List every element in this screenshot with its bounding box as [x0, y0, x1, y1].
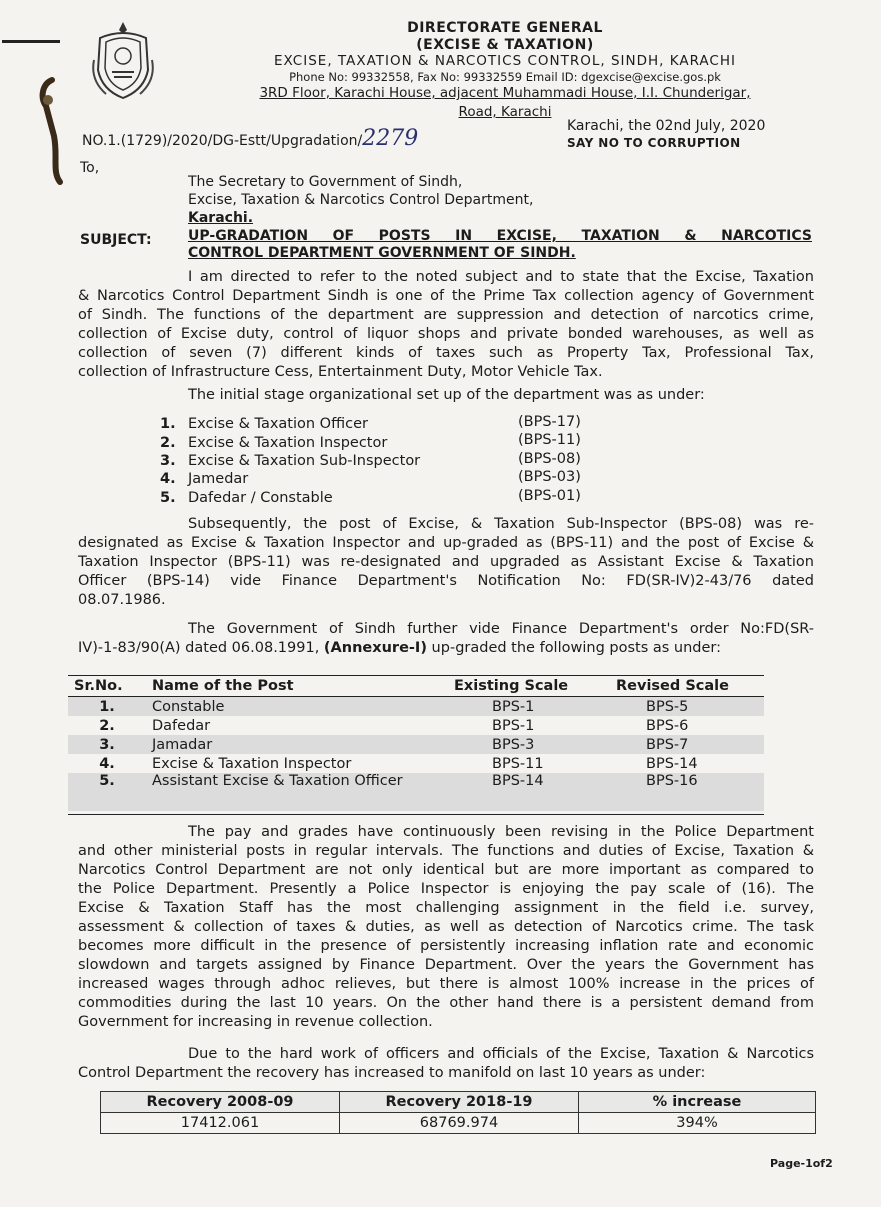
para4-line — [78, 639, 814, 658]
para6-line: Control Department the recovery has increased to manifold on last 10 years as under: — [78, 1065, 706, 1081]
annexure-reference: (Annexure-I) — [323, 640, 427, 656]
subject-line-1: UP-GRADATION OF POSTS IN EXCISE, TAXATION & NARCOTICS — [188, 228, 812, 244]
setup-item-post: Excise & Taxation Sub-Inspector — [188, 453, 421, 469]
cell-existing: BPS-3 — [448, 735, 610, 754]
subject-label: SUBJECT: — [80, 232, 152, 248]
setup-item-post: Dafedar / Constable — [188, 490, 333, 506]
setup-item-scale: (BPS-03) — [518, 469, 581, 485]
para5-line: Narcotics Control Department are not only identical but are more important as compared to — [78, 862, 814, 878]
para1-line: of Sindh. The functions of the department are suppression and detection of narcotics crime, — [78, 307, 814, 323]
col-percent-increase: % increase — [579, 1092, 816, 1113]
recovery-header-row — [101, 1092, 816, 1113]
para3-line: 08.07.1986. — [78, 592, 166, 608]
setup-item-post: Excise & Taxation Inspector — [188, 435, 388, 451]
recovery-2018-value: 68769.974 — [340, 1113, 579, 1134]
cell-revised: BPS-14 — [646, 755, 698, 772]
subject-line-2: CONTROL DEPARTMENT GOVERNMENT OF SINDH. — [188, 245, 576, 261]
para5-line: the Police Department. Presently a Police Inspector is enjoying the pay scale of (16). The — [78, 881, 814, 897]
setup-item — [160, 416, 368, 432]
para5-line: increased wages through adhoc relieves, but there is almost 100% increase in the prices of — [78, 976, 814, 992]
col-recovery-2018: Recovery 2018-19 — [340, 1092, 579, 1113]
reference-prefix: NO.1.(1729)/2020/DG-Estt/Upgradation/ — [82, 133, 363, 149]
para3-line: designated as Excise & Taxation Inspector and up-graded as (BPS-11) and the post of Excise & — [78, 535, 814, 551]
paragraph-2: The initial stage organizational set up of the department was as under: — [188, 387, 705, 403]
cell-post: Constable — [146, 697, 448, 717]
paragraph-3 — [78, 515, 814, 610]
para4-line: The Government of Sindh further vide Finance Department's order No:FD(SR- — [188, 621, 814, 637]
cell-revised: BPS-16 — [610, 773, 764, 811]
cell-post: Excise & Taxation Inspector — [152, 755, 352, 772]
para3-line: Taxation Inspector (BPS-11) was re-designated and upgraded as Assistant Excise & Taxation — [78, 554, 814, 570]
cell-revised: BPS-7 — [610, 735, 764, 754]
setup-item-scale: (BPS-17) — [518, 414, 581, 430]
recovery-table — [100, 1091, 816, 1134]
setup-item — [160, 453, 420, 469]
cell-no: 2. — [99, 717, 115, 734]
paragraph-4 — [78, 620, 814, 658]
recipient-line-1: The Secretary to Government of Sindh, — [188, 174, 463, 190]
page-number: Page-1of2 — [770, 1157, 833, 1170]
paragraph-6 — [78, 1045, 814, 1083]
letter-date: Karachi, the 02nd July, 2020 — [567, 118, 766, 134]
cell-revised: BPS-5 — [610, 697, 764, 717]
table-row — [68, 754, 764, 773]
col-revised-scale: Revised Scale — [610, 676, 764, 697]
header-address: 3RD Floor, Karachi House, adjacent Muhammadi House, I.I. Chunderigar, — [259, 85, 751, 101]
paragraph-1 — [78, 268, 814, 382]
cell-no: 4. — [99, 755, 115, 772]
para1-line: I am directed to refer to the noted subject and to state that the Excise, Taxation — [188, 269, 814, 285]
para5-line: The pay and grades have continuously been revising in the Police Department — [188, 824, 814, 840]
para6-line: Due to the hard work of officers and officials of the Excise, Taxation & Narcotics — [188, 1046, 814, 1062]
cell-existing: BPS-14 — [448, 773, 610, 811]
cell-no: 3. — [68, 735, 146, 754]
setup-item-no: 2. — [160, 435, 176, 451]
setup-item-scale: (BPS-11) — [518, 432, 581, 448]
para5-line: Government for increasing in revenue collection. — [78, 1014, 433, 1030]
recipient-line-2: Excise, Taxation & Narcotics Control Department, — [188, 192, 534, 208]
setup-item-scale: (BPS-08) — [518, 451, 581, 467]
para3-line: Subsequently, the post of Excise, & Taxation Sub-Inspector (BPS-08) was re- — [188, 516, 814, 532]
header-full-name: EXCISE, TAXATION & NARCOTICS CONTROL, SINDH, KARACHI — [274, 53, 736, 69]
table-header-row — [68, 676, 764, 697]
anti-corruption-slogan: SAY NO TO CORRUPTION — [567, 136, 741, 150]
table-row — [68, 735, 764, 754]
setup-item-post: Excise & Taxation Officer — [188, 416, 368, 432]
para5-line: Excise & Taxation Staff has the most challenging assignment in the field i.e. survey, — [78, 900, 814, 916]
recovery-value-row — [101, 1113, 816, 1134]
setup-item-no: 5. — [160, 490, 176, 506]
para3-line: Officer (BPS-14) vide Finance Department's Notification No: FD(SR-IV)2-43/76 dated — [78, 573, 814, 589]
header-department: (EXCISE & TAXATION) — [416, 37, 594, 53]
para5-line: commodities during the last 10 years. On the other hand there is a persistent demand from — [78, 995, 814, 1011]
setup-item — [160, 435, 387, 451]
cell-no: 5. — [68, 773, 146, 811]
para5-line: and other ministerial posts in regular intervals. The functions and duties of Excise, Taxation & — [78, 843, 814, 859]
col-recovery-2008: Recovery 2008-09 — [101, 1092, 340, 1113]
table-row — [68, 773, 764, 811]
para1-line: collection of Excise duty, control of liquor shops and private bonded warehouses, as well as — [78, 326, 814, 342]
government-seal-icon — [86, 20, 160, 102]
col-post-name: Name of the Post — [146, 676, 448, 697]
header-directorate: DIRECTORATE GENERAL — [407, 20, 603, 36]
para1-line: collection of Infrastructure Cess, Entertainment Duty, Motor Vehicle Tax. — [78, 364, 603, 380]
paragraph-5 — [78, 823, 814, 1032]
table-bottom-rule — [68, 814, 764, 815]
setup-item-scale: (BPS-01) — [518, 488, 581, 504]
table-row — [68, 716, 764, 735]
to-label: To, — [80, 160, 100, 176]
table-row — [68, 697, 764, 717]
col-existing-scale: Existing Scale — [448, 676, 610, 697]
setup-item-no: 3. — [160, 453, 176, 469]
margin-mark — [2, 40, 60, 43]
header-address-road: Road, Karachi — [458, 104, 552, 120]
paper-clip-icon — [34, 76, 70, 186]
recipient-line-3: Karachi. — [188, 210, 254, 226]
para5-line: becomes more difficult in the presence of persistently increasing inflation rate and economic — [78, 938, 814, 954]
header-contact: Phone No: 99332558, Fax No: 99332559 Email ID: dgexcise@excise.gos.pk — [289, 70, 721, 84]
cell-revised: BPS-6 — [646, 717, 689, 734]
para5-line: assessment & collection of taxes & duties, as well as detection of Narcotics crime. The task — [78, 919, 814, 935]
setup-item-no: 1. — [160, 416, 176, 432]
recovery-2008-value: 17412.061 — [101, 1113, 340, 1134]
cell-post: Assistant Excise & Taxation Officer — [146, 773, 448, 811]
cell-existing: BPS-1 — [448, 697, 610, 717]
cell-no: 1. — [68, 697, 146, 717]
setup-item — [160, 471, 248, 487]
cell-post: Jamadar — [146, 735, 448, 754]
para5-line: slowdown and targets assigned by Finance Department. Over the years the Government has — [78, 957, 814, 973]
para4-text: up-graded the following posts as under: — [426, 640, 722, 656]
setup-item — [160, 490, 333, 506]
setup-item-post: Jamedar — [188, 471, 249, 487]
para1-line: collection of seven (7) different kinds of taxes such as Property Tax, Professional Tax, — [78, 345, 814, 361]
percent-increase-value: 394% — [579, 1113, 816, 1134]
handwritten-dispatch-number: 2279 — [362, 126, 419, 151]
cell-existing: BPS-11 — [492, 755, 544, 772]
para1-line: & Narcotics Control Department Sindh is one of the Prime Tax collection agency of Government — [78, 288, 814, 304]
para4-text: IV)-1-83/90(A) dated 06.08.1991, — [78, 640, 324, 656]
upgrade-table — [68, 676, 764, 811]
cell-existing: BPS-1 — [492, 717, 535, 734]
setup-item-no: 4. — [160, 471, 176, 487]
col-sr-no: Sr.No. — [68, 676, 146, 697]
cell-post: Dafedar — [152, 717, 211, 734]
reference-number — [82, 126, 418, 151]
